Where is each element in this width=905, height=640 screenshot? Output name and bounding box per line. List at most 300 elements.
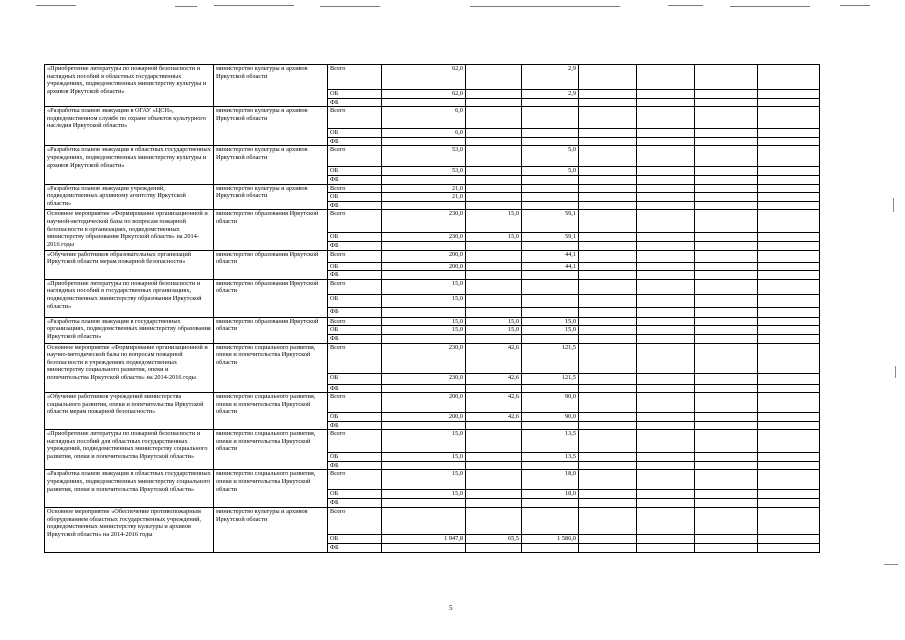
table-row [45, 107, 820, 129]
empty-cell [579, 470, 637, 490]
scan-artifact-top-6 [730, 6, 810, 7]
executor-cell: министерство образования Иркутской области [214, 250, 328, 279]
empty-cell [695, 294, 758, 307]
scan-artifact-top-5 [668, 5, 703, 6]
amount-cell: 18,0 [522, 490, 579, 499]
empty-cell [758, 421, 820, 430]
empty-cell [637, 262, 695, 271]
amount-cell [466, 294, 522, 307]
funding-source-cell: Всего [328, 343, 382, 373]
amount-cell [522, 499, 579, 508]
empty-cell [695, 201, 758, 210]
amount-cell: 21,0 [382, 184, 466, 193]
funding-source-cell: ОБ [328, 262, 382, 271]
funding-source-cell: ФБ [328, 201, 382, 210]
amount-cell: 2,9 [522, 65, 579, 90]
empty-cell [579, 65, 637, 90]
empty-cell [637, 233, 695, 242]
amount-cell [522, 184, 579, 193]
amount-cell [382, 334, 466, 343]
amount-cell: 230,0 [382, 233, 466, 242]
empty-cell [758, 98, 820, 107]
empty-cell [758, 201, 820, 210]
page-number: 5 [449, 604, 453, 612]
amount-cell: 5,0 [522, 167, 579, 176]
amount-cell [522, 107, 579, 129]
amount-cell: 62,0 [382, 65, 466, 90]
empty-cell [579, 137, 637, 146]
empty-cell [695, 334, 758, 343]
amount-cell [522, 98, 579, 107]
empty-cell [758, 241, 820, 250]
measure-name-cell: Основное мероприятие «Обеспечение противопожарным оборудованием областных государственных учреждений, подведомственных министерству культуры и архивов Иркутской области» на 2014-2016 годы [45, 508, 214, 553]
amount-cell: 121,5 [522, 343, 579, 373]
empty-cell [579, 193, 637, 202]
amount-cell [466, 129, 522, 138]
empty-cell [758, 184, 820, 193]
empty-cell [637, 384, 695, 393]
empty-cell [695, 499, 758, 508]
empty-cell [637, 90, 695, 99]
scan-artifact-top-7 [840, 5, 870, 6]
empty-cell [637, 107, 695, 129]
amount-cell: 15,0 [382, 490, 466, 499]
empty-cell [579, 250, 637, 262]
amount-cell [466, 470, 522, 490]
empty-cell [758, 233, 820, 242]
empty-cell [695, 307, 758, 317]
table-row [45, 146, 820, 167]
empty-cell [579, 421, 637, 430]
empty-cell [695, 250, 758, 262]
amount-cell: 42,6 [466, 373, 522, 384]
empty-cell [695, 129, 758, 138]
amount-cell [382, 421, 466, 430]
amount-cell: 15,0 [522, 317, 579, 326]
empty-cell [579, 334, 637, 343]
empty-cell [637, 184, 695, 193]
amount-cell: 200,0 [382, 262, 466, 271]
measure-name-cell: «Приобретение литературы по пожарной безопасности и наглядных пособий для областных государственных учреждений, подведомственных министерству социального развития, опеки и попечительства Иркутской области» [45, 430, 214, 470]
executor-cell: министерство социального развития, опеки и попечительства Иркутской области [214, 343, 328, 393]
amount-cell: 15,0 [522, 326, 579, 335]
empty-cell [637, 508, 695, 535]
empty-cell [637, 294, 695, 307]
empty-cell [758, 294, 820, 307]
empty-cell [637, 326, 695, 335]
empty-cell [758, 461, 820, 470]
empty-cell [695, 343, 758, 373]
empty-cell [579, 508, 637, 535]
amount-cell [466, 167, 522, 176]
amount-cell: 62,0 [382, 90, 466, 99]
empty-cell [695, 262, 758, 271]
empty-cell [579, 167, 637, 176]
amount-cell: 13,5 [522, 453, 579, 462]
empty-cell [637, 175, 695, 184]
scan-artifact-top-1 [175, 6, 197, 7]
amount-cell: 121,5 [522, 373, 579, 384]
amount-cell [466, 307, 522, 317]
empty-cell [637, 167, 695, 176]
empty-cell [695, 373, 758, 384]
empty-cell [758, 271, 820, 280]
funding-source-cell: ФБ [328, 421, 382, 430]
funding-source-cell: ФБ [328, 334, 382, 343]
empty-cell [695, 508, 758, 535]
amount-cell [466, 508, 522, 535]
funding-source-cell: Всего [328, 210, 382, 233]
empty-cell [695, 279, 758, 294]
executor-cell: министерство культуры и архивов Иркутской области [214, 508, 328, 553]
empty-cell [695, 384, 758, 393]
funding-source-cell: ОБ [328, 535, 382, 544]
amount-cell: 53,0 [382, 146, 466, 167]
empty-cell [758, 279, 820, 294]
empty-cell [637, 544, 695, 553]
funding-source-cell: ОБ [328, 490, 382, 499]
empty-cell [637, 146, 695, 167]
executor-cell: министерство социального развития, опеки и попечительства Иркутской области [214, 393, 328, 430]
empty-cell [758, 250, 820, 262]
funding-source-cell: ОБ [328, 193, 382, 202]
empty-cell [758, 430, 820, 453]
funding-source-cell: ОБ [328, 413, 382, 422]
empty-cell [637, 535, 695, 544]
measure-name-cell: «Обучение работников образовательных организаций Иркутской области мерам пожарной безопасности» [45, 250, 214, 279]
funding-source-cell: Всего [328, 508, 382, 535]
measure-name-cell: «Приобретение литературы по пожарной безопасности и наглядных пособий в областных государственных учреждениях, подведомственных министерству культуры и архивов Иркутской области» [45, 65, 214, 107]
scan-artifact-top-2 [214, 5, 294, 6]
amount-cell [466, 107, 522, 129]
amount-cell: 6,0 [382, 129, 466, 138]
empty-cell [637, 461, 695, 470]
empty-cell [637, 334, 695, 343]
funding-source-cell: Всего [328, 184, 382, 193]
empty-cell [695, 175, 758, 184]
empty-cell [758, 499, 820, 508]
table-row [45, 508, 820, 535]
empty-cell [695, 184, 758, 193]
amount-cell: 13,5 [522, 430, 579, 453]
amount-cell [522, 544, 579, 553]
empty-cell [637, 470, 695, 490]
empty-cell [695, 65, 758, 90]
amount-cell [382, 508, 466, 535]
empty-cell [637, 490, 695, 499]
measure-name-cell: «Разработка планов эвакуации в областных государственных учреждениях, подведомственных министерству социального развития, опеки и попечительства Иркутской области» [45, 470, 214, 508]
executor-cell: министерство образования Иркутской области [214, 279, 328, 317]
empty-cell [637, 453, 695, 462]
funding-source-cell: Всего [328, 430, 382, 453]
amount-cell [382, 544, 466, 553]
executor-cell: министерство культуры и архивов Иркутской области [214, 184, 328, 210]
financing-table [44, 64, 820, 553]
empty-cell [579, 384, 637, 393]
empty-cell [695, 137, 758, 146]
amount-cell [466, 421, 522, 430]
amount-cell: 15,0 [466, 233, 522, 242]
empty-cell [758, 453, 820, 462]
empty-cell [695, 535, 758, 544]
empty-cell [579, 490, 637, 499]
empty-cell [637, 129, 695, 138]
amount-cell: 90,0 [522, 393, 579, 413]
empty-cell [758, 544, 820, 553]
amount-cell [466, 98, 522, 107]
funding-source-cell: ОБ [328, 326, 382, 335]
empty-cell [637, 421, 695, 430]
amount-cell: 42,6 [466, 343, 522, 373]
table-row [45, 184, 820, 193]
amount-cell: 15,0 [382, 326, 466, 335]
executor-cell: министерство культуры и архивов Иркутской области [214, 107, 328, 146]
amount-cell [466, 137, 522, 146]
amount-cell [522, 201, 579, 210]
amount-cell [466, 499, 522, 508]
amount-cell [522, 384, 579, 393]
measure-name-cell: «Разработка планов эвакуации в ОГАУ «ЦСН», подведомственном службе по охране объектов культурного наследия Иркутской области» [45, 107, 214, 146]
funding-source-cell: ФБ [328, 307, 382, 317]
amount-cell [466, 241, 522, 250]
empty-cell [695, 393, 758, 413]
scan-artifact-top-4 [470, 6, 620, 7]
measure-name-cell: «Разработка планов эвакуации в областных государственных учреждениях, подведомственных министерству культуры и архивов Иркутской области» [45, 146, 214, 184]
empty-cell [579, 413, 637, 422]
empty-cell [758, 326, 820, 335]
empty-cell [637, 241, 695, 250]
amount-cell [382, 307, 466, 317]
empty-cell [695, 326, 758, 335]
empty-cell [758, 373, 820, 384]
empty-cell [579, 107, 637, 129]
empty-cell [637, 98, 695, 107]
amount-cell: 15,0 [466, 317, 522, 326]
scan-artifact-right-2 [895, 366, 896, 378]
empty-cell [637, 201, 695, 210]
amount-cell [382, 98, 466, 107]
empty-cell [758, 137, 820, 146]
amount-cell: 44,1 [522, 262, 579, 271]
funding-source-cell: Всего [328, 250, 382, 262]
funding-source-cell: ОБ [328, 167, 382, 176]
empty-cell [695, 461, 758, 470]
amount-cell [522, 129, 579, 138]
table-row [45, 65, 820, 90]
funding-source-cell: ОБ [328, 90, 382, 99]
amount-cell: 1 947,8 [382, 535, 466, 544]
empty-cell [637, 499, 695, 508]
amount-cell [466, 490, 522, 499]
amount-cell [466, 250, 522, 262]
amount-cell [466, 184, 522, 193]
amount-cell [466, 262, 522, 271]
empty-cell [637, 343, 695, 373]
funding-source-cell: ФБ [328, 175, 382, 184]
amount-cell [522, 271, 579, 280]
empty-cell [637, 307, 695, 317]
amount-cell [466, 384, 522, 393]
amount-cell [382, 201, 466, 210]
amount-cell [382, 175, 466, 184]
empty-cell [579, 393, 637, 413]
empty-cell [579, 233, 637, 242]
empty-cell [758, 490, 820, 499]
empty-cell [758, 262, 820, 271]
amount-cell: 15,0 [382, 317, 466, 326]
empty-cell [579, 184, 637, 193]
empty-cell [695, 146, 758, 167]
empty-cell [758, 129, 820, 138]
amount-cell: 230,0 [382, 343, 466, 373]
empty-cell [637, 430, 695, 453]
empty-cell [695, 490, 758, 499]
amount-cell [466, 279, 522, 294]
amount-cell [382, 384, 466, 393]
amount-cell: 5,0 [522, 146, 579, 167]
amount-cell [466, 90, 522, 99]
empty-cell [579, 294, 637, 307]
empty-cell [579, 262, 637, 271]
scan-artifact-top-3 [320, 6, 380, 7]
amount-cell [466, 430, 522, 453]
table-row [45, 470, 820, 490]
amount-cell: 200,0 [382, 413, 466, 422]
empty-cell [695, 233, 758, 242]
empty-cell [695, 470, 758, 490]
empty-cell [579, 271, 637, 280]
empty-cell [579, 461, 637, 470]
empty-cell [695, 241, 758, 250]
empty-cell [758, 384, 820, 393]
amount-cell: 90,0 [522, 413, 579, 422]
funding-source-cell: Всего [328, 470, 382, 490]
measure-name-cell: «Приобретение литературы по пожарной безопасности и наглядных пособий в государственных организациях, подведомственных министерству образования Иркутской области» [45, 279, 214, 317]
funding-source-cell: Всего [328, 393, 382, 413]
table-row [45, 393, 820, 413]
empty-cell [637, 210, 695, 233]
empty-cell [637, 65, 695, 90]
amount-cell [466, 461, 522, 470]
empty-cell [579, 430, 637, 453]
empty-cell [758, 210, 820, 233]
empty-cell [695, 544, 758, 553]
empty-cell [637, 271, 695, 280]
amount-cell: 230,0 [382, 373, 466, 384]
funding-source-cell: ФБ [328, 137, 382, 146]
amount-cell [466, 201, 522, 210]
amount-cell: 65,5 [466, 535, 522, 544]
empty-cell [579, 98, 637, 107]
empty-cell [579, 241, 637, 250]
funding-source-cell: Всего [328, 279, 382, 294]
executor-cell: министерство культуры и архивов Иркутской области [214, 146, 328, 184]
empty-cell [695, 413, 758, 422]
empty-cell [695, 421, 758, 430]
funding-source-cell: Всего [328, 317, 382, 326]
empty-cell [758, 193, 820, 202]
funding-source-cell: Всего [328, 146, 382, 167]
funding-source-cell: ФБ [328, 241, 382, 250]
funding-source-cell: ФБ [328, 499, 382, 508]
amount-cell [382, 461, 466, 470]
amount-cell: 15,0 [466, 210, 522, 233]
empty-cell [758, 343, 820, 373]
amount-cell [522, 137, 579, 146]
empty-cell [637, 413, 695, 422]
funding-source-cell: Всего [328, 107, 382, 129]
table-row [45, 430, 820, 453]
empty-cell [758, 307, 820, 317]
empty-cell [637, 137, 695, 146]
empty-cell [579, 535, 637, 544]
executor-cell: министерство социального развития, опеки и попечительства Иркутской области [214, 470, 328, 508]
amount-cell [522, 421, 579, 430]
amount-cell: 6,0 [382, 107, 466, 129]
executor-cell: министерство культуры и архивов Иркутской области [214, 65, 328, 107]
empty-cell [579, 175, 637, 184]
amount-cell [382, 241, 466, 250]
empty-cell [579, 499, 637, 508]
scan-artifact-top-left [36, 5, 76, 6]
empty-cell [695, 90, 758, 99]
empty-cell [637, 279, 695, 294]
measure-name-cell: «Разработка планов эвакуации учреждений, подведомственных архивному агентству Иркутской области» [45, 184, 214, 210]
empty-cell [579, 326, 637, 335]
amount-cell: 59,1 [522, 233, 579, 242]
funding-source-cell: Всего [328, 65, 382, 90]
amount-cell [382, 137, 466, 146]
amount-cell: 21,0 [382, 193, 466, 202]
empty-cell [637, 393, 695, 413]
amount-cell [522, 461, 579, 470]
amount-cell [522, 307, 579, 317]
empty-cell [758, 413, 820, 422]
amount-cell: 1 586,0 [522, 535, 579, 544]
amount-cell [466, 453, 522, 462]
measure-name-cell: «Обучение работников учреждений министерства социального развития, опеки и попечительства Иркутской области мерам пожарной безопасности» [45, 393, 214, 430]
empty-cell [579, 90, 637, 99]
amount-cell [382, 271, 466, 280]
amount-cell [522, 175, 579, 184]
scan-artifact-right-3 [884, 564, 898, 565]
empty-cell [579, 373, 637, 384]
funding-source-cell: ФБ [328, 461, 382, 470]
empty-cell [579, 201, 637, 210]
amount-cell [382, 499, 466, 508]
empty-cell [637, 250, 695, 262]
table-row [45, 279, 820, 294]
amount-cell [522, 241, 579, 250]
empty-cell [758, 317, 820, 326]
amount-cell: 230,0 [382, 210, 466, 233]
funding-source-cell: ФБ [328, 271, 382, 280]
amount-cell [522, 294, 579, 307]
amount-cell: 53,0 [382, 167, 466, 176]
amount-cell [466, 334, 522, 343]
table-row [45, 343, 820, 373]
empty-cell [637, 373, 695, 384]
amount-cell: 200,0 [382, 250, 466, 262]
empty-cell [579, 544, 637, 553]
scan-artifact-right-1 [893, 198, 894, 212]
amount-cell: 200,0 [382, 393, 466, 413]
amount-cell [522, 508, 579, 535]
amount-cell [522, 193, 579, 202]
measure-name-cell: Основное мероприятие «Формирование организационной и научно-методической базы по вопросам пожарной безопасности в учреждениях подведомственных министерству социального развития, опеки и попечительства Иркутской области» на 2014-2016 годы [45, 343, 214, 393]
empty-cell [579, 343, 637, 373]
empty-cell [758, 146, 820, 167]
